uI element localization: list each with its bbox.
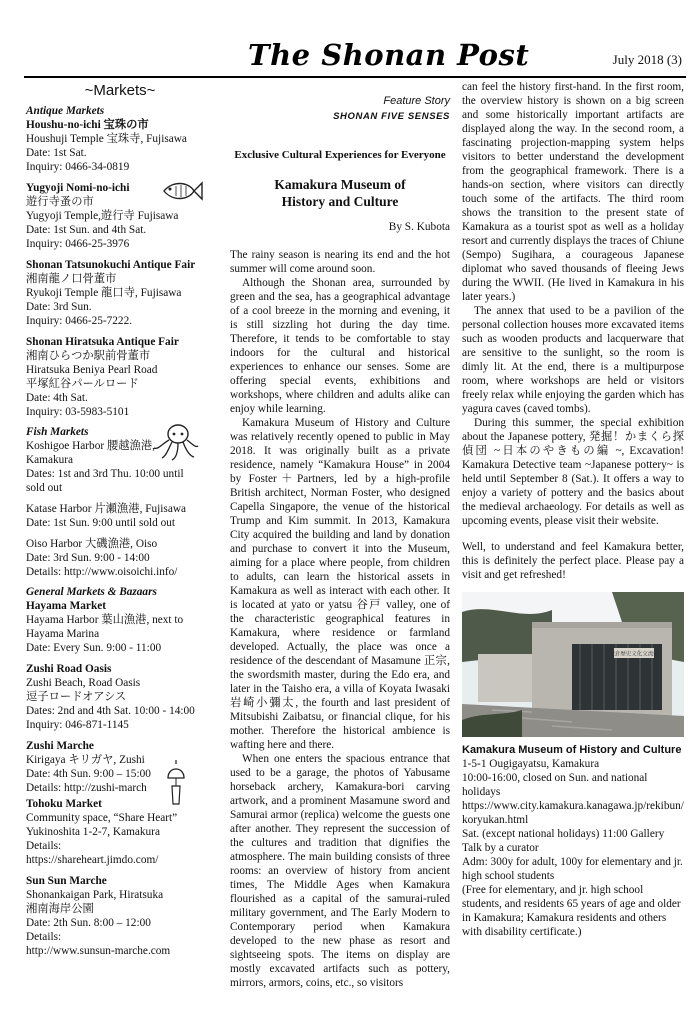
market-name: Shonan Hiratsuka Antique Fair [26,336,179,348]
caption-line: (Free for elementary, and jr. high school students, and residents 65 years of age and older in Kamakura; Kamakura residents and others with disability certificate.) [462,884,681,938]
museum-sign: 鎌倉歴史文化交流館 [609,651,659,658]
antique-markets-label: Antique Markets [26,105,105,117]
market-line: Date: 2th Sun. 8:00 – 12:00 [26,917,151,929]
market-line: Hayama Marina [26,628,100,640]
market-line: 湘南海岸公園 [26,903,94,915]
caption-line: 10:00-16:00, closed on Sun. and national holidays [462,772,648,798]
masthead-rule [24,76,686,78]
market-entry [26,874,214,958]
headline-line: History and Culture [281,194,399,209]
article-paragraph: Well, to understand and feel Kamakura better, this is definitely the perfect place. Please pay a visit and get refreshed! [462,541,684,581]
market-line: Katase Harbor 片瀬漁港, Fujisawa [26,503,187,515]
article-paragraph: The rainy season is nearing its end and the hot summer will come around soon. [230,249,450,275]
wind-chime-icon [164,758,188,808]
market-entry [26,502,214,530]
market-line: Date: 1st Sun. and 4th Sat. [26,224,147,236]
market-line: Date: 4th Sun. 9:00 – 15:00 [26,768,151,780]
market-line: Community space, “Share Heart” [26,812,178,824]
article-byline: By S. Kubota [388,221,450,233]
market-line: Date: 3rd Sun. 9:00 - 14:00 [26,552,150,564]
market-line: Ryukoji Temple 龍口寺, Fujisawa [26,287,182,299]
market-line: Oiso Harbor 大磯漁港, Oiso [26,538,158,550]
market-entry [26,118,214,174]
market-line: Shonankaigan Park, Hiratsuka [26,889,164,901]
market-name: Shonan Tatsunokuchi Antique Fair [26,259,196,271]
article-kicker: Exclusive Cultural Experiences for Everyone [234,149,446,161]
market-line: 平塚紅谷パールロード [26,378,139,390]
market-line: Details: http://zushi-march [26,782,147,794]
market-name: Zushi Marche [26,740,94,752]
market-line: Koshigoe Harbor 腰越漁港, [26,440,155,452]
market-line: Date: Every Sun. 9:00 - 11:00 [26,642,162,654]
market-line: Zushi Beach, Road Oasis [26,677,141,689]
masthead-title: The Shonan Post [248,38,530,72]
general-markets-label: General Markets & Bazaars [26,586,157,598]
article-paragraph: During this summer, the special exhibition about the Japanese pottery, 発掘！かまくら探偵団 ~日本のやきもの編 ~, Excavation! Kamakura Detective team ~Japanese pottery~ is held until September 8 (Sat.). It offers a way to enjoy a variety of pottery and the basics about the medieval archaeology. For details as well as upcoming events, please visit their website. [462,417,684,527]
market-line: Yugyoji Temple,遊行寺 Fujisawa [26,210,179,222]
market-line: Dates: 2nd and 4th Sat. 10:00 - 14:00 [26,705,195,717]
feature-column-2 [462,80,684,939]
market-line: Date: 1st Sat. [26,147,87,159]
market-name: Tohoku Market [26,798,102,810]
photo-caption-title: Kamakura Museum of History and Culture [462,744,682,756]
feature-series-label: SHONAN FIVE SENSES [333,111,450,122]
market-line: Details: [26,840,62,852]
feature-story-label: Feature Story [383,95,450,107]
fish-icon [160,178,204,204]
market-line: Date: 3rd Sun. [26,301,92,313]
market-line: 遊行寺蚤の市 [26,196,94,208]
caption-line: Sat. (except national holidays) 11:00 Gallery Talk by a curator [462,828,665,854]
caption-line: Adm: 300y for adult, 100y for elementary and jr. high school students [462,856,683,882]
market-line: Inquiry: 03-5983-5101 [26,406,130,418]
market-line: Inquiry: 046-871-1145 [26,719,129,731]
market-line: Date: 1st Sun. 9:00 until sold out [26,517,176,529]
octopus-icon [152,422,200,462]
issue-date: July 2018 (3) [612,52,682,67]
market-entry [26,258,214,328]
market-line: Details: http://www.oisoichi.info/ [26,566,178,578]
market-entry [26,599,214,655]
market-name: Houshu-no-ichi 宝珠の市 [26,119,149,131]
markets-column [26,80,214,958]
market-line: Yukinoshita 1-2-7, Kamakura [26,826,160,838]
markets-title: ~Markets~ [84,82,156,99]
article-paragraph: Kamakura Museum of History and Culture was relatively recently opened to public in May 2018. It was originally built as a private residence, namely “Kamakura House” in 2004 by Foster＋Partners, led by a high-profile British architect, Norman Foster, who designed Capella Singapore, the venue of the historical Trump and Kim summit. In 2013, Kamakura City acquired the building and land by donation and purchase to convert it into the Museum, aiming for a place where people, from children to adults, can learn the historical assets in Kamakura as well as interact with each other. It is located at yato or yatsu 谷戸 valley, one of the characteristic geographical features in Kamakura, where residence or farmland developed. Actually, the place was once a residence of the descendant of Masamune 正宗, the swordsmith master, during the Edo era, and later in the Taisho era, a villa of Koyata Iwasaki 岩崎小彌太, the fourth and last president of Mitsubishi Zaibatsu, or financial clique, for his mother. Therefore the historical ambience is wafting here and there. [230,417,450,751]
headline-line: Kamakura Museum of [274,177,406,192]
museum-website-link[interactable]: https://www.city.kamakura.kanagawa.jp/rekibun/koryukan.html [462,800,684,826]
market-line: Details: [26,931,62,943]
market-line: Hayama Harbor 葉山漁港, next to [26,614,184,626]
market-line: Kamakura [26,454,74,466]
market-line: Kirigaya キリガヤ, Zushi [26,754,145,766]
market-entry [26,662,214,732]
market-line: https://shareheart.jimdo.com/ [26,854,159,866]
fish-markets-label: Fish Markets [26,426,89,438]
market-entry [26,537,214,579]
museum-photo [462,592,684,737]
market-line: http://www.sunsun-marche.com [26,945,171,957]
caption-line: 1-5-1 Ougigayatsu, Kamakura [462,758,600,770]
market-line: Inquiry: 0466-34-0819 [26,161,130,173]
article-paragraph: Although the Shonan area, surrounded by green and the sea, has a geographical advantage of a cool breeze in the morning and evening, it is still sizzling hot during the day time. Therefore, it tends to be comfortable to stay indoors for the cultural and historical experiences to enhance our senses. Some are offering special events, exhibitions and workshops, where children and adults alike can enjoy while learning. [230,277,450,415]
article-paragraph: When one enters the spacious entrance that used to be a garage, the photos of Yabusame horseback archery, Kamakura-bori carving artwork, and a prominent Masamune sword and Samurai armor (replica) welcome the guests one after another. They represent the succession of the cultures and tradition that dignifies the atmosphere. The main building consists of three rooms: an overview of history from ancient times, The Middle Ages when Kamakura flourished as a capital of the samurai-ruled military government, and The Early Modern to Contemporary period when Kamakura developed to the new phase as resort and sightseeing spots. The items on display are mostly excavated artifacts such as pottery, mirrors, armors, coins, etc., so visitors [230,753,450,989]
market-line: Houshuji Temple 宝珠寺, Fujisawa [26,133,187,145]
market-name: Sun Sun Marche [26,875,107,887]
article-headline [230,176,450,210]
market-line: Dates: 1st and 3rd Thu. 10:00 until [26,468,184,480]
market-line: Inquiry: 0466-25-3976 [26,238,130,250]
market-line: Hiratsuka Beniya Pearl Road [26,364,158,376]
market-name: Hayama Market [26,600,106,612]
market-entry [26,335,214,419]
market-name: Yugyoji Nomi-no-ichi [26,182,130,194]
market-line: Inquiry: 0466-25-7222. [26,315,133,327]
market-line: 湘南龍ノ口骨董市 [26,273,117,285]
article-paragraph: The annex that used to be a pavilion of the personal collection houses more excavated items such as wooden products and lacquerware that are sensitive to the sunlight, so the room is dimly lit. At the end, there is a multipurpose room, where workshops are held or visitors freely relax while enjoying the garden which has yagura caves (caved tombs). [462,305,684,415]
market-line: 湘南ひらつか駅前骨董市 [26,350,151,362]
market-line: Date: 4th Sat. [26,392,88,404]
article-paragraph: can feel the history first-hand. In the first room, the overview history is shown on a big screen and some historically important artifacts are displayed along the way. In the second room, a fascinating projection-mapping system helps visitors to better understand the development from the geographical framework. There is a hands-on section, where visitors can directly touch some of the artifacts. The third room shows the transition to the present state of Kamakura as a tourist spot as well as a holiday resort and currently displays the traces of Chiune (Sempo) Sugihara, a courageous Japanese diplomat who saved thousands of fleeing Jews during the WWII. (He lived in Kamakura in his later years.) [462,81,684,303]
market-name: Zushi Road Oasis [26,663,112,675]
feature-column-1 [230,80,450,990]
market-line: sold out [26,482,63,494]
market-line: 逗子ロードオアシス [26,691,127,703]
